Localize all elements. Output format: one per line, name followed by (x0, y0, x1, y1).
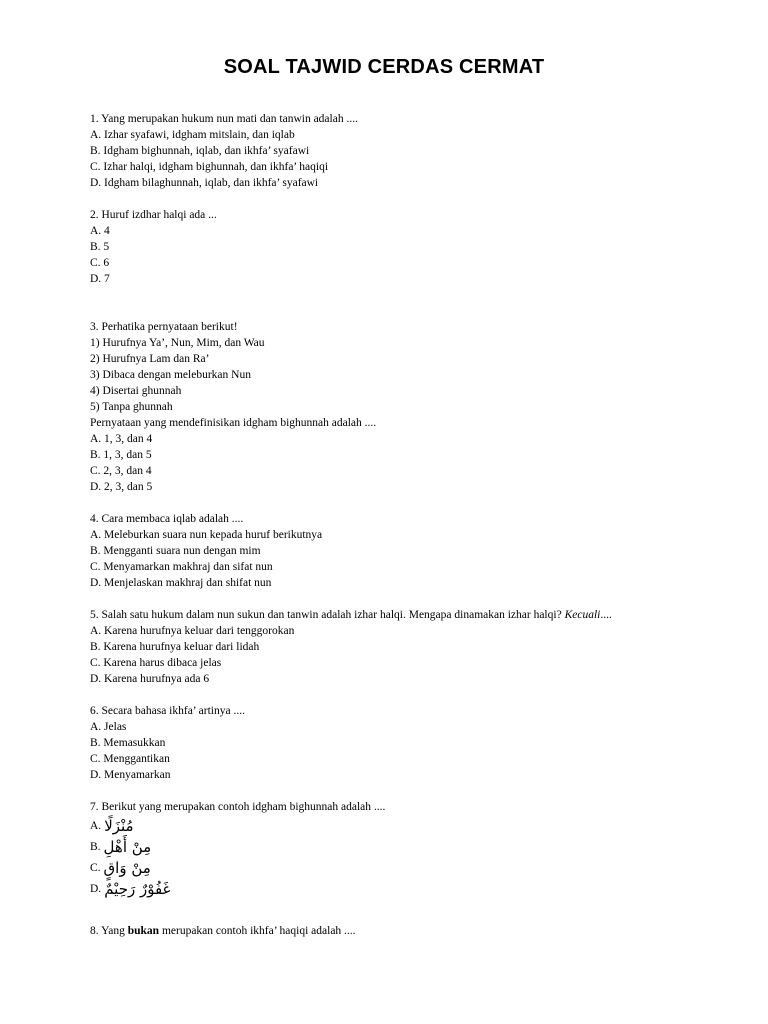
question-stem: 4. Cara membaca iqlab adalah .... (90, 513, 244, 525)
statement-2: 2) Hurufnya Lam dan Ra’ (90, 353, 210, 365)
question-stem: 1. Yang merupakan hukum nun mati dan tanwin adalah .... (90, 113, 358, 125)
statement-1: 1) Hurufnya Ya’, Nun, Mim, dan Wau (90, 337, 265, 349)
question-stem: 7. Berikut yang merupakan contoh idgham bighunnah adalah .... (90, 801, 386, 813)
question-7 (90, 799, 690, 899)
statement-5: 5) Tanpa ghunnah (90, 401, 173, 413)
option-d: D. Menyamarkan (90, 769, 171, 781)
option-b: B. Karena hurufnya keluar dari lidah (90, 641, 260, 653)
option-c: C. Izhar halqi, idgham bighunnah, dan ikhfa’ haqiqi (90, 161, 329, 173)
question-3 (90, 319, 690, 495)
option-a: A. 1, 3, dan 4 (90, 433, 153, 445)
question-list (90, 111, 690, 955)
question-stem-pre: 8. Yang (90, 925, 128, 937)
question-stem-bold: bukan (127, 925, 160, 937)
question-1 (90, 111, 690, 191)
option-arabic-text: غَفُوْرٌ رَحِيْمٌ (104, 879, 171, 898)
option-d (90, 878, 690, 899)
option-d: D. 2, 3, dan 5 (90, 481, 153, 493)
question-stem: 6. Secara bahasa ikhfa’ artinya .... (90, 705, 245, 717)
option-b: B. 1, 3, dan 5 (90, 449, 152, 461)
option-a: A. Jelas (90, 721, 127, 733)
option-letter: A. (90, 819, 102, 832)
option-b: B. Mengganti suara nun dengan mim (90, 545, 261, 557)
option-arabic-text: مُنْزَلًا (104, 816, 134, 835)
option-c: C. Karena harus dibaca jelas (90, 657, 222, 669)
option-b: B. Idgham bighunnah, iqlab, dan ikhfa’ syafawi (90, 145, 310, 157)
option-letter: C. (90, 861, 101, 874)
option-letter: D. (90, 882, 102, 895)
question-stem-emphasis: Kecuali (564, 609, 601, 621)
question-stem-tail: .... (600, 609, 612, 621)
question-6 (90, 703, 690, 783)
question-stem-post: merupakan contoh ikhfa’ haqiqi adalah .... (159, 925, 356, 937)
option-b: B. 5 (90, 241, 110, 253)
option-a: A. Karena hurufnya keluar dari tenggorokan (90, 625, 295, 637)
option-c: C. Menggantikan (90, 753, 170, 765)
option-c: C. 2, 3, dan 4 (90, 465, 152, 477)
option-a: A. Meleburkan suara nun kepada huruf berikutnya (90, 529, 323, 541)
option-letter: B. (90, 840, 101, 853)
option-a (90, 815, 690, 836)
option-d: D. 7 (90, 273, 110, 285)
option-d: D. Karena hurufnya ada 6 (90, 673, 210, 685)
question-2 (90, 207, 690, 287)
option-arabic-text: مِنْ وَاقٍ (103, 858, 151, 877)
option-b: B. Memasukkan (90, 737, 166, 749)
question-8 (90, 923, 690, 939)
option-a: A. 4 (90, 225, 110, 237)
option-arabic-text: مِنْ أَهْلِ (103, 837, 152, 856)
page-title: SOAL TAJWID CERDAS CERMAT (223, 56, 545, 78)
option-c: C. 6 (90, 257, 110, 269)
option-c (90, 857, 690, 878)
question-stem: 3. Perhatika pernyataan berikut! (90, 321, 238, 333)
statement-4: 4) Disertai ghunnah (90, 385, 182, 397)
question-stem (90, 607, 690, 623)
option-c: C. Menyamarkan makhraj dan sifat nun (90, 561, 273, 573)
question-5 (90, 607, 690, 687)
option-b (90, 836, 690, 857)
question-stem-main: 5. Salah satu hukum dalam nun sukun dan tanwin adalah izhar halqi. Mengapa dinamakan izhar halqi? (90, 609, 565, 621)
statement-3: 3) Dibaca dengan meleburkan Nun (90, 369, 251, 381)
question-stem (90, 923, 690, 939)
question-stem: 2. Huruf izdhar halqi ada ... (90, 209, 217, 221)
question-prompt: Pernyataan yang mendefinisikan idgham bighunnah adalah .... (90, 417, 377, 429)
option-d: D. Idgham bilaghunnah, iqlab, dan ikhfa’ syafawi (90, 177, 319, 189)
option-a: A. Izhar syafawi, idgham mitslain, dan iqlab (90, 129, 295, 141)
option-d: D. Menjelaskan makhraj dan shifat nun (90, 577, 272, 589)
question-4 (90, 511, 690, 591)
